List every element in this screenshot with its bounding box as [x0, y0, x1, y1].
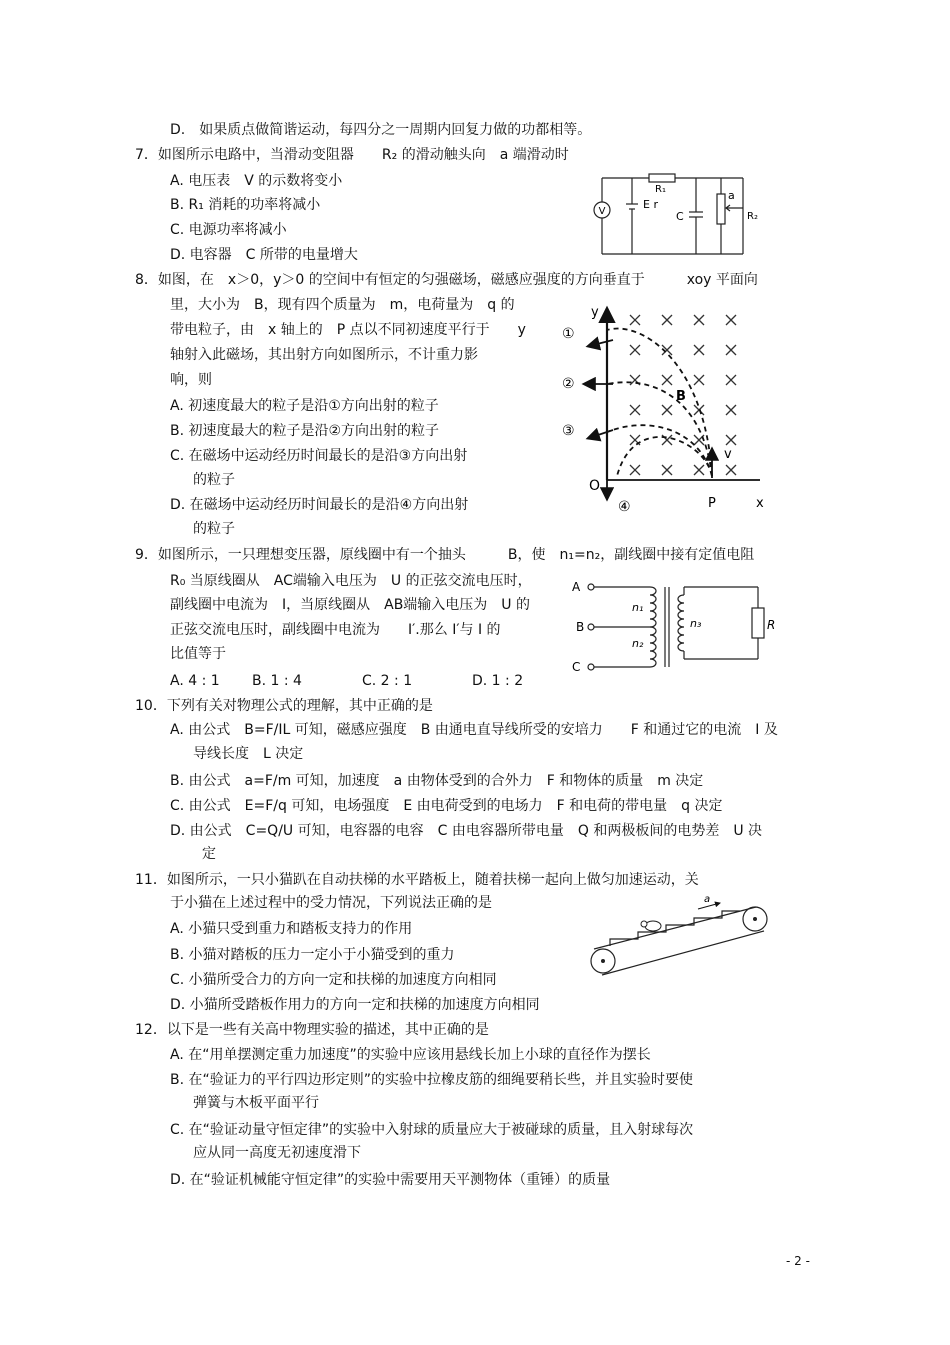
q11-stem-line2: 于小猫在上述过程中的受力情况，下列说法正确的是 — [170, 895, 492, 911]
q7-stem: 7．如图所示电路中，当滑动变阻器 R₂ 的滑动触头向 a 端滑动时 — [135, 147, 569, 163]
q9-fig-r: R — [767, 618, 776, 632]
q9-stem-line4: 正弦交流电压时，副线圈中电流为 I′.那么 I′与 I 的 — [170, 622, 501, 638]
q8-stem-line1: 8．如图，在 x＞0，y＞0 的空间中有恒定的匀强磁场，磁感应强度的方向垂直于 xoy 平面向 — [135, 272, 758, 288]
q8-fig-circle1: ① — [562, 326, 575, 342]
q8-fig-o: O — [589, 478, 601, 494]
q9-fig-b: B — [576, 620, 585, 634]
q7-fig-c: C — [676, 210, 684, 223]
q8-fig-circle3: ③ — [562, 423, 575, 439]
q10-option-d-line1: D. 由公式 C=Q/U 可知，电容器的电容 C 由电容器所带电量 Q 和两极板间的电势差 U 决 — [170, 823, 763, 839]
q8-fig-circle4: ④ — [618, 499, 631, 515]
q11-option-b: B. 小猫对踏板的压力一定小于小猫受到的重力 — [170, 947, 455, 963]
q10-option-b: B. 由公式 a=F/m 可知，加速度 a 由物体受到的合外力 F 和物体的质量 m 决定 — [170, 773, 704, 789]
q11-escalator-figure — [580, 893, 780, 978]
q10-option-d-line2: 定 — [202, 846, 216, 862]
q8-option-d-line1: D. 在磁场中运动经历时间最长的是沿④方向出射 — [170, 497, 469, 513]
q11-stem-line1: 11．如图所示，一只小猫趴在自动扶梯的水平踏板上，随着扶梯一起向上做匀加速运动，关 — [135, 872, 699, 888]
field-cross-icon — [630, 465, 640, 475]
q8-fig-b: B — [676, 389, 686, 404]
field-cross-icon — [662, 315, 672, 325]
q9-fig-c: C — [572, 660, 581, 674]
q12-option-c-line2: 应从同一高度无初速度滑下 — [193, 1145, 361, 1161]
q7-fig-r1: R₁ — [655, 184, 666, 195]
q11-fig-a: a — [704, 894, 711, 905]
q7-fig-a: a — [728, 189, 735, 202]
q9-option-d: D. 1 : 2 — [472, 673, 524, 689]
field-cross-icon — [630, 315, 640, 325]
q7-circuit-figure — [585, 170, 775, 260]
q8-stem-line5: 响，则 — [170, 372, 212, 388]
q9-fig-n2: n₂ — [632, 637, 644, 650]
field-cross-icon — [662, 375, 672, 385]
q11-option-a: A. 小猫只受到重力和踏板支持力的作用 — [170, 921, 413, 937]
q9-option-a: A. 4 : 1 — [170, 673, 220, 689]
field-cross-icon — [694, 345, 704, 355]
q8-magnetic-field-figure — [555, 300, 775, 520]
q8-fig-v: v — [724, 447, 732, 462]
q7-fig-r2: R₂ — [747, 211, 758, 222]
field-cross-icon — [694, 465, 704, 475]
q8-option-c-line1: C. 在磁场中运动经历时间最长的是沿③方向出射 — [170, 448, 468, 464]
q9-stem-line2: R₀ 当原线圈从 AC端输入电压为 U 的正弦交流电压时， — [170, 573, 532, 589]
field-cross-icon — [726, 465, 736, 475]
q8-stem-line4: 轴射入此磁场，其出射方向如图所示，不计重力影 — [170, 347, 478, 363]
field-cross-icon — [726, 345, 736, 355]
q7-option-c: C. 电源功率将减小 — [170, 222, 287, 238]
q8-fig-circle2: ② — [562, 376, 575, 392]
q12-option-a: A. 在“用单摆测定重力加速度”的实验中应该用悬线长加上小球的直径作为摆长 — [170, 1047, 651, 1063]
q7-option-d: D. 电容器 C 所带的电量增大 — [170, 247, 358, 263]
q9-stem-line3: 副线圈中电流为 I，当原线圈从 AB端输入电压为 U 的 — [170, 597, 531, 613]
field-cross-icon — [662, 405, 672, 415]
q12-stem: 12．以下是一些有关高中物理实验的描述，其中正确的是 — [135, 1022, 489, 1038]
q12-option-b-line1: B. 在“验证力的平行四边形定则”的实验中拉橡皮筋的细绳要稍长些，并且实验时要使 — [170, 1072, 694, 1088]
field-cross-icon — [662, 465, 672, 475]
field-cross-icon — [694, 375, 704, 385]
q6-option-d: D. 如果质点做简谐运动，每四分之一周期内回复力做的功都相等。 — [170, 122, 592, 138]
q8-stem-line2: 里，大小为 B，现有四个质量为 m，电荷量为 q 的 — [170, 297, 515, 313]
q10-option-c: C. 由公式 E=F/q 可知，电场强度 E 由电荷受到的电场力 F 和电荷的带电量 q 决定 — [170, 798, 723, 814]
q8-stem-line3: 带电粒子，由 x 轴上的 P 点以不同初速度平行于 y — [170, 322, 526, 338]
field-cross-icon — [726, 375, 736, 385]
field-cross-icon — [630, 345, 640, 355]
q10-stem: 10．下列有关对物理公式的理解，其中正确的是 — [135, 698, 433, 714]
field-cross-icon — [726, 435, 736, 445]
q8-fig-p: P — [708, 496, 716, 511]
q9-stem-line5: 比值等于 — [170, 646, 226, 662]
q7-fig-er: E r — [643, 198, 658, 211]
q9-transformer-figure — [570, 575, 780, 680]
q9-option-c: C. 2 : 1 — [362, 673, 413, 689]
q12-option-b-line2: 弹簧与木板平面平行 — [193, 1095, 319, 1111]
q8-option-a: A. 初速度最大的粒子是沿①方向出射的粒子 — [170, 398, 439, 414]
q10-option-a-line2: 导线长度 L 决定 — [193, 746, 304, 762]
q8-option-c-line2: 的粒子 — [193, 472, 235, 488]
q11-option-c: C. 小猫所受合力的方向一定和扶梯的加速度方向相同 — [170, 972, 497, 988]
field-cross-icon — [726, 315, 736, 325]
q8-fig-x: x — [756, 496, 764, 511]
q12-option-c-line1: C. 在“验证动量守恒定律”的实验中入射球的质量应大于被碰球的质量，且入射球每次 — [170, 1122, 694, 1138]
q12-option-d: D. 在“验证机械能守恒定律”的实验中需要用天平测物体（重锤）的质量 — [170, 1172, 611, 1188]
q8-fig-y: y — [591, 305, 599, 320]
cat-icon — [641, 921, 661, 931]
q10-option-a-line1: A. 由公式 B=F/IL 可知，磁感应强度 B 由通电直导线所受的安培力 F 和通过它的电流 I 及 — [170, 722, 778, 738]
field-cross-icon — [630, 405, 640, 415]
q8-option-b: B. 初速度最大的粒子是沿②方向出射的粒子 — [170, 423, 440, 439]
q7-option-b: B. R₁ 消耗的功率将减小 — [170, 197, 321, 213]
q7-fig-v: V — [598, 206, 606, 217]
q9-stem-line1: 9．如图所示，一只理想变压器，原线圈中有一个抽头 B，使 n₁=n₂，副线圈中接有定值电阻 — [135, 547, 755, 563]
q9-fig-n3: n₃ — [690, 617, 702, 630]
field-cross-icon — [694, 315, 704, 325]
page-number: - 2 - — [786, 1254, 810, 1268]
q11-option-d: D. 小猫所受踏板作用力的方向一定和扶梯的加速度方向相同 — [170, 997, 540, 1013]
q9-fig-n1: n₁ — [632, 601, 644, 614]
q9-fig-a: A — [572, 580, 581, 594]
field-cross-icon — [726, 405, 736, 415]
q8-option-d-line2: 的粒子 — [193, 521, 235, 537]
q7-option-a: A. 电压表 V 的示数将变小 — [170, 173, 343, 189]
q9-option-b: B. 1 : 4 — [252, 673, 302, 689]
